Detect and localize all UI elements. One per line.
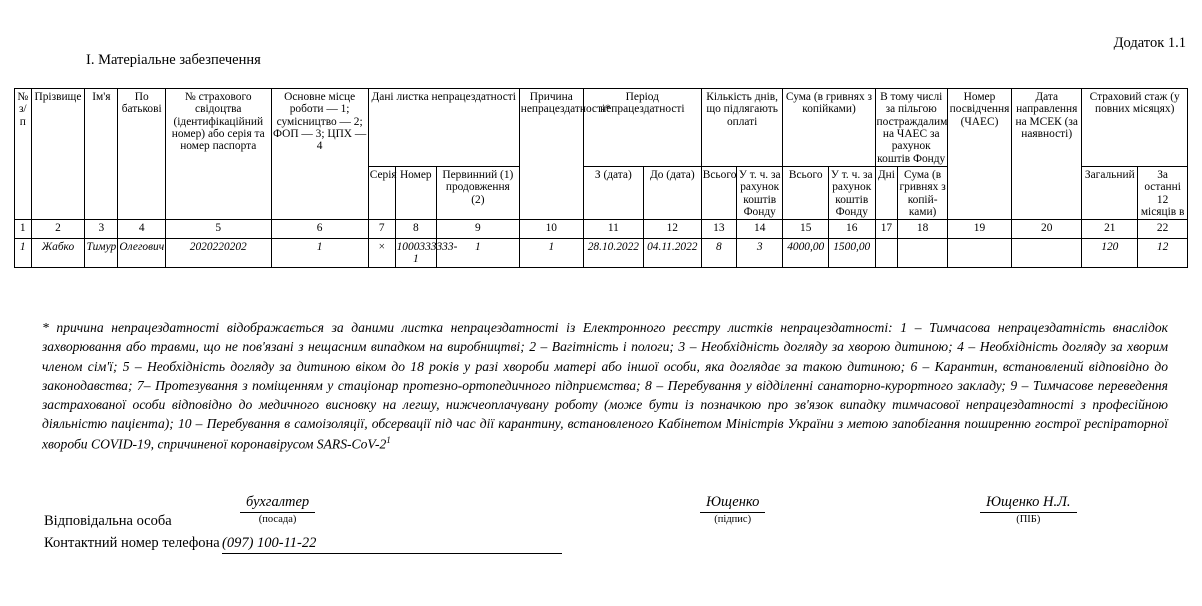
colnum-2: 2 bbox=[31, 220, 85, 239]
colnum-13: 13 bbox=[701, 220, 736, 239]
position-caption: (посада) bbox=[258, 514, 297, 525]
position-value[interactable]: бухгалтер bbox=[240, 494, 315, 513]
th-days-total: Всього bbox=[701, 166, 736, 219]
column-numbers-row bbox=[15, 220, 1188, 239]
cell-record-last12: 12 bbox=[1138, 239, 1188, 268]
fullname-block bbox=[980, 493, 1077, 525]
colnum-20: 20 bbox=[1012, 220, 1082, 239]
th-amount-fund: У т. ч. за рахунок коштів Фонду bbox=[828, 166, 875, 219]
contact-phone-label: Контактний номер телефона bbox=[44, 535, 220, 551]
cell-msek-date bbox=[1012, 239, 1082, 268]
colnum-11: 11 bbox=[583, 220, 643, 239]
appendix-label: Додаток 1.1 bbox=[1113, 35, 1186, 51]
cell-certificate-number bbox=[947, 239, 1011, 268]
cell-date-from: 28.10.2022 bbox=[583, 239, 643, 268]
cell-insurance-number: 2020220202 bbox=[166, 239, 272, 268]
th-workplace-type: Основне місце роботи — 1; сумісництво — 2; ФОП — 3; ЦПХ — 4 bbox=[271, 89, 368, 220]
footnote-block bbox=[42, 318, 1168, 454]
colnum-21: 21 bbox=[1082, 220, 1138, 239]
footnote-marker: 1 bbox=[386, 434, 391, 445]
cell-amount-fund: 1500,00 bbox=[828, 239, 875, 268]
colnum-16: 16 bbox=[828, 220, 875, 239]
cell-chaes-days bbox=[875, 239, 898, 268]
colnum-15: 15 bbox=[783, 220, 829, 239]
cell-number: 1000333333-1 bbox=[395, 239, 436, 268]
th-chaes-amount: Сума (в гривнях з копій-ками) bbox=[898, 166, 948, 219]
cell-amount-total: 4000,00 bbox=[783, 239, 829, 268]
cell-surname: Жабко bbox=[31, 239, 85, 268]
cell-date-to: 04.11.2022 bbox=[643, 239, 701, 268]
colnum-14: 14 bbox=[736, 220, 783, 239]
th-number: Номер bbox=[395, 166, 436, 219]
th-chaes-days: Дні bbox=[875, 166, 898, 219]
cell-firstname: Тимур bbox=[85, 239, 118, 268]
benefits-table bbox=[14, 88, 1188, 268]
cell-record-total: 120 bbox=[1082, 239, 1138, 268]
colnum-17: 17 bbox=[875, 220, 898, 239]
cell-series: × bbox=[368, 239, 395, 268]
signature-block bbox=[700, 493, 765, 525]
th-record-total: Загальний bbox=[1082, 166, 1138, 219]
colnum-4: 4 bbox=[118, 220, 166, 239]
th-days-fund: У т. ч. за рахунок коштів Фонду bbox=[736, 166, 783, 219]
th-amount-total: Всього bbox=[783, 166, 829, 219]
th-primary-continuation: Первинний (1) продовження (2) bbox=[436, 166, 519, 219]
colnum-19: 19 bbox=[947, 220, 1011, 239]
signature-value[interactable]: Ющенко bbox=[700, 494, 765, 513]
table-row[interactable] bbox=[15, 239, 1188, 268]
responsible-person-label: Відповідальна особа bbox=[44, 513, 172, 529]
th-sicklist-data: Дані листка непрацездатності bbox=[368, 89, 519, 167]
colnum-18: 18 bbox=[898, 220, 948, 239]
cell-incapacity-reason: 1 bbox=[519, 239, 583, 268]
colnum-7: 7 bbox=[368, 220, 395, 239]
contact-phone-value[interactable]: (097) 100-11-22 bbox=[222, 535, 562, 554]
th-certificate-number: Номер посвідчення (ЧАЕС) bbox=[947, 89, 1011, 220]
colnum-22: 22 bbox=[1138, 220, 1188, 239]
th-record-last12: За останні 12 місяців в bbox=[1138, 166, 1188, 219]
th-firstname: Ім'я bbox=[85, 89, 118, 220]
cell-patronymic: Олегович bbox=[118, 239, 166, 268]
position-block bbox=[240, 493, 315, 525]
fullname-value[interactable]: Ющенко Н.Л. bbox=[980, 494, 1077, 513]
cell-workplace-type: 1 bbox=[271, 239, 368, 268]
signature-caption: (підпис) bbox=[714, 514, 752, 525]
th-patronymic: По батькові bbox=[118, 89, 166, 220]
th-surname: Прізвище bbox=[31, 89, 85, 220]
th-chaes-privilege: В тому числі за пільгою постраждалим на ЧАЕС за рахунок коштів Фонду bbox=[875, 89, 947, 167]
colnum-12: 12 bbox=[643, 220, 701, 239]
cell-days-fund: 3 bbox=[736, 239, 783, 268]
colnum-10: 10 bbox=[519, 220, 583, 239]
colnum-3: 3 bbox=[85, 220, 118, 239]
th-incapacity-period: Період непрацездатності bbox=[583, 89, 701, 167]
footnote-text: * причина непрацездатності відображається за даними листка непрацездатності із Електронного реєстру листків непрацездатності: 1 – Тимчасова непрацездатність внаслідок захворювання або травми, що не пов'язані з нещасним випадком на виробництві; 2 – Вагітність і пологи; 3 – Необхідність догляду за хворою дитиною; 4 – Необхідність догляду за хворим членом сім'ї; 5 – Необхідність догляду за дитиною віком до 18 років у разі хвороби матері або іншої особи, яка доглядає за такою дитиною; 6 – Карантин, встановлений відповідно до законодавства; 7– Протезування з поміщенням у стаціонар протезно-ортопедичного підприємства; 8 – Перебування у відділенні санаторно-курортного закладу; 9 – Тимчасове переведення застрахованої особи відповідно до медичного висновку на легшу, нижчеоплачувану роботу (може бути із позначкою про зв'язок випадку тимчасової непрацездатності з професійною діяльністю пацієнта); 10 – Перебування в самоізоляції, обсервації під час дії карантину, встановленого Кабінетом Міністрів України з метою запобігання поширенню гострої респіраторної хвороби COVID-19, спричиненої коронавірусом SARS-CoV-2 bbox=[42, 320, 1168, 452]
th-series: Серія bbox=[368, 166, 395, 219]
th-date-to: До (дата) bbox=[643, 166, 701, 219]
th-insurance-record: Страховий стаж (у повних місяцях) bbox=[1082, 89, 1188, 167]
th-row-number: № з/п bbox=[15, 89, 32, 220]
colnum-8: 8 bbox=[395, 220, 436, 239]
th-msek-date: Дата направлення на МСЕК (за наявності) bbox=[1012, 89, 1082, 220]
cell-days-total: 8 bbox=[701, 239, 736, 268]
th-amount: Сума (в гривнях з копійками) bbox=[783, 89, 875, 167]
th-days-count: Кількість днів, що підлягають оплаті bbox=[701, 89, 783, 167]
th-insurance-number: № страхового свідоцтва (ідентифікаційний номер) або серія та номер паспорта bbox=[166, 89, 272, 220]
table-header-row-1 bbox=[15, 89, 1188, 167]
cell-primary-continuation: 1 bbox=[436, 239, 519, 268]
colnum-5: 5 bbox=[166, 220, 272, 239]
colnum-9: 9 bbox=[436, 220, 519, 239]
colnum-6: 6 bbox=[271, 220, 368, 239]
footer bbox=[0, 495, 1202, 565]
th-incapacity-reason: Причина непрацездатності* bbox=[519, 89, 583, 220]
colnum-1: 1 bbox=[15, 220, 32, 239]
th-date-from: З (дата) bbox=[583, 166, 643, 219]
fullname-caption: (ПІБ) bbox=[1016, 514, 1041, 525]
section-title: I. Матеріальне забезпечення bbox=[86, 52, 261, 68]
cell-row-number: 1 bbox=[15, 239, 32, 268]
cell-chaes-amount bbox=[898, 239, 948, 268]
